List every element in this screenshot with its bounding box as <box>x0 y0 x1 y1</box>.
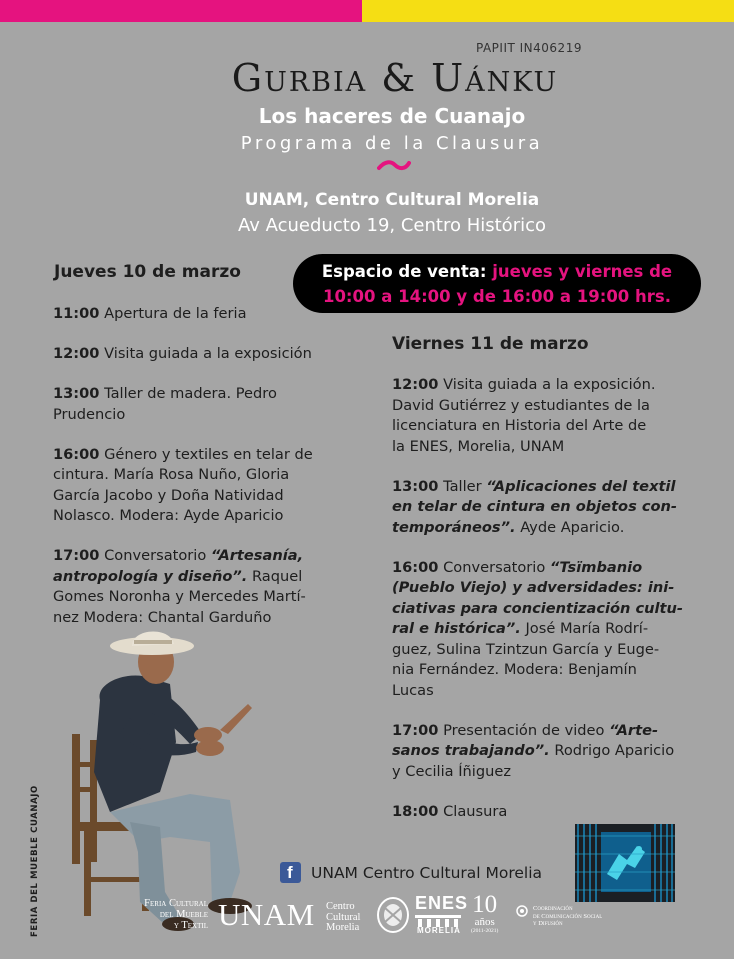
facebook-link[interactable] <box>280 862 542 883</box>
schedule-item: 13:00 Taller “Aplicaciones del textil en telar de cintura en objetos con- temporáneos”. Ayde Aparicio. <box>392 477 677 536</box>
facebook-icon: f <box>280 862 301 883</box>
vertical-label-text: FERIA DEL MUEBLE CUANAJO <box>30 785 40 937</box>
sponsor-logos <box>128 893 734 943</box>
coordination-icon <box>516 905 528 917</box>
project-code: PAPIIT IN406219 <box>476 41 582 55</box>
top-band-pink <box>0 0 362 22</box>
unam-logo: UNAM <box>218 897 315 932</box>
sale-banner <box>293 254 701 313</box>
friday-schedule <box>392 375 712 842</box>
sale-days: jueves y viernes de <box>492 262 673 281</box>
schedule-item: 13:00 Taller de madera. Pedro Prudencio <box>53 385 277 423</box>
unam-seal-icon <box>376 896 410 934</box>
schedule-item: 17:00 Presentación de video “Arte- sanos trabajando”. Rodrigo Aparicio y Cecilia Íñiguez <box>392 721 675 780</box>
enes-logo: ENES MORELIA <box>415 893 469 935</box>
top-band-yellow <box>362 0 734 22</box>
feria-logo: Feria Cultural del Mueble y Textil <box>144 898 208 931</box>
facebook-page-name: UNAM Centro Cultural Morelia <box>311 863 543 882</box>
schedule-item: 12:00 Visita guiada a la exposición. David Gutiérrez y estudiantes de la licenciatura en Historia del Arte de la ENES, Morelia, UNAM <box>392 376 656 455</box>
schedule-item: 16:00 Conversatorio “Tsïmbanio (Pueblo Viejo) y adversidades: ini- ciativas para concientización cultu- ral e histórica”. José María Rodrí- guez, Sulina Tzintzun García y Euge- nia Fernández. Modera: Benjamín Lucas <box>392 558 683 699</box>
sale-label: Espacio de venta: <box>321 262 487 281</box>
sale-hours: 10:00 a 14:00 y de 16:00 a 19:00 hrs. <box>322 287 672 306</box>
ccm-logo: Centro Cultural Morelia <box>326 901 361 933</box>
event-title: Gurbia & Uánku <box>231 56 559 100</box>
woven-textile-image <box>575 824 675 902</box>
schedule-item: 16:00 Género y textiles en telar de cintura. María Rosa Nuño, Gloria García Jacobo y Doña Natividad Nolasco. Modera: Ayde Aparicio <box>53 445 313 524</box>
venue-address: Av Acueducto 19, Centro Histórico <box>237 215 547 236</box>
thursday-heading: Jueves 10 de marzo <box>54 262 241 282</box>
event-subtitle: Los haceres de Cuanajo <box>258 104 526 128</box>
schedule-item: 12:00 Visita guiada a la exposición <box>53 345 312 362</box>
friday-heading: Viernes 11 de marzo <box>392 334 589 354</box>
schedule-item: 17:00 Conversatorio “Artesanía, antropología y diseño”. Raquel Gomes Noronha y Mercedes Martí- nez Modera: Chantal Garduño <box>53 547 306 626</box>
venue-name: UNAM, Centro Cultural Morelia <box>244 190 540 210</box>
vertical-social-label <box>23 765 43 937</box>
tilde-ornament-icon <box>377 160 411 172</box>
ten-years-logo: 10 años (2011-2021) <box>471 891 499 934</box>
coordination-logo: Coordinación de Comunicación Social y Difusión <box>516 905 616 928</box>
schedule-item: 11:00 Apertura de la feria <box>53 305 247 322</box>
program-heading: Programa de la Clausura <box>240 133 544 154</box>
schedule-item: 18:00 Clausura <box>392 802 508 820</box>
thursday-schedule <box>53 304 343 648</box>
